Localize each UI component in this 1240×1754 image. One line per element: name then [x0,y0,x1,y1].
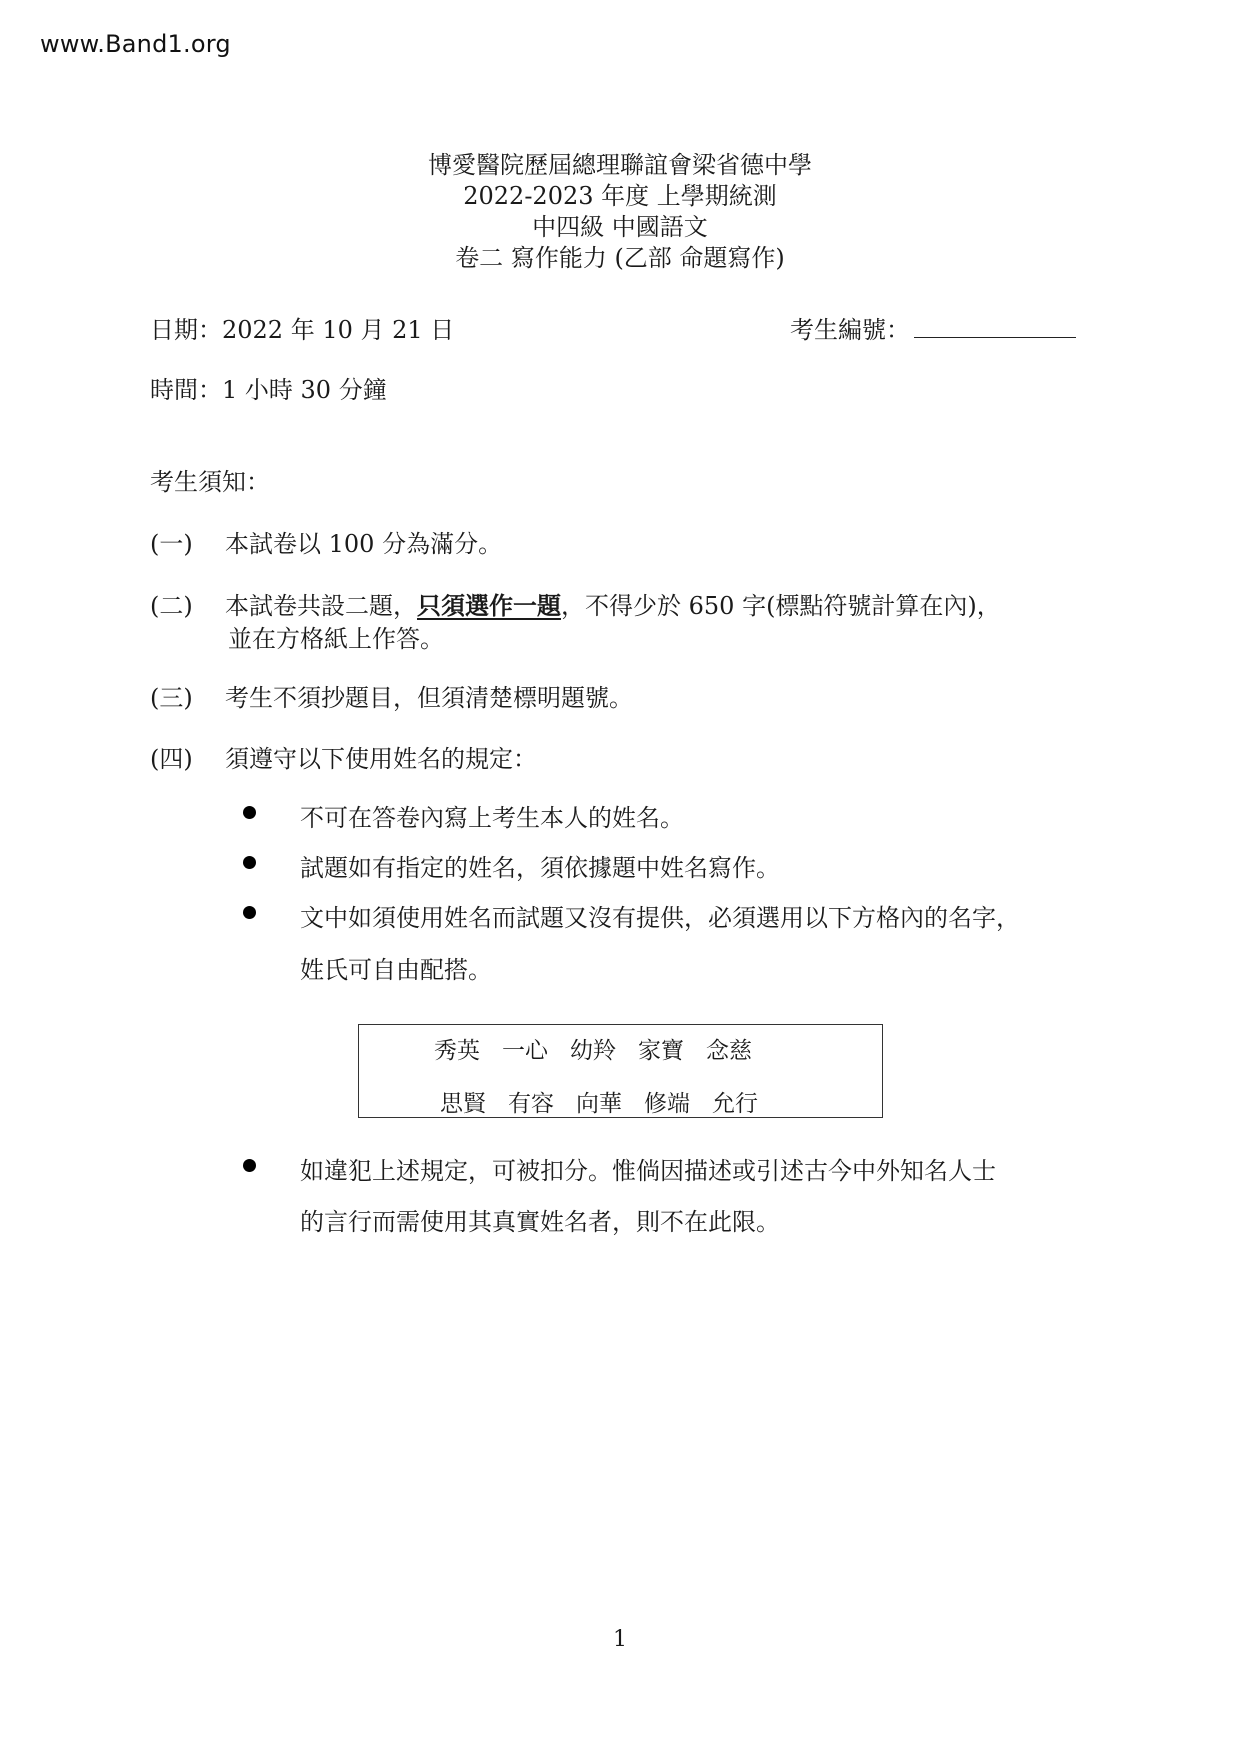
candidate-number-label: 考生編號： [790,316,910,344]
name-option: 家寶 [638,1038,684,1064]
instructions-heading: 考生須知： [150,468,270,496]
item-text: 本試卷以 100 分為滿分。 [225,530,503,558]
bullet-icon [243,806,256,819]
name-option: 念慈 [706,1038,752,1064]
instruction-item-2 [150,586,1001,621]
name-option: 秀英 [434,1038,480,1064]
bullet-icon [243,906,256,919]
bullet-icon [243,856,256,869]
bullet-item-4: 如違犯上述規定，可被扣分。惟倘因描述或引述古今中外知名人士 [300,1157,996,1185]
bullet-item-1: 不可在答卷內寫上考生本人的姓名。 [300,804,684,832]
item-text: 考生不須抄題目，但須清楚標明題號。 [225,684,633,712]
item-text-emphasis: 只須選作一題 [417,591,561,620]
instruction-item-2-line2: 並在方格紙上作答。 [228,625,444,653]
watermark: www.Band1.org [40,30,231,58]
item-number: (一) [150,530,193,558]
candidate-number-blank [914,315,1076,338]
name-option: 有容 [508,1091,554,1117]
item-text: 須遵守以下使用姓名的規定： [225,745,537,773]
page-number: 1 [613,1627,627,1652]
bullet-icon [243,1159,256,1172]
bullet-item-2: 試題如有指定的姓名，須依據題中姓名寫作。 [300,854,780,882]
name-option: 幼羚 [570,1038,616,1064]
exam-duration: 時間：1 小時 30 分鐘 [150,376,387,404]
exam-term: 2022-2023 年度 上學期統測 [463,182,777,210]
instruction-item-1 [150,524,502,559]
item-text-after: ，不得少於 650 字(標點符號計算在內)， [561,592,1001,620]
names-row-1 [359,1032,957,1065]
bullet-item-3: 文中如須使用姓名而試題又沒有提供，必須選用以下方格內的名字， [300,904,1020,932]
name-option: 一心 [502,1038,548,1064]
permitted-names-box [358,1024,883,1118]
exam-subject: 中四級 中國語文 [532,213,708,241]
exam-title-block [0,150,1240,274]
name-option: 向華 [576,1091,622,1117]
item-text-before: 本試卷共設二題， [225,592,417,620]
name-option: 修端 [644,1091,690,1117]
name-option: 思賢 [440,1091,486,1117]
names-row-2 [359,1085,963,1118]
candidate-number-field [790,310,1076,345]
instruction-item-4 [150,739,537,774]
name-option: 允行 [712,1091,758,1117]
instruction-item-3 [150,678,633,713]
exam-paper: 卷二 寫作能力 (乙部 命題寫作) [455,244,785,272]
bullet-item-4-line2: 的言行而需使用其真實姓名者，則不在此限。 [300,1208,780,1236]
school-name: 博愛醫院歷屆總理聯誼會梁省德中學 [428,151,812,179]
item-number: (二) [150,592,193,620]
item-number: (四) [150,745,193,773]
bullet-item-3-line2: 姓氏可自由配搭。 [300,956,492,984]
exam-date: 日期：2022 年 10 月 21 日 [150,316,455,344]
item-number: (三) [150,684,193,712]
